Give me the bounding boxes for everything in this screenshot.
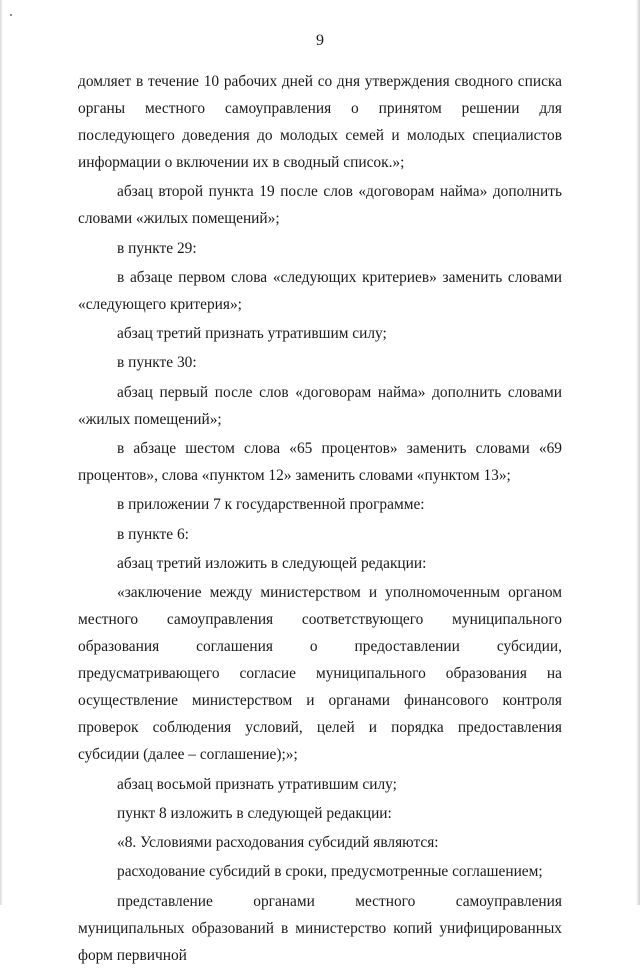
paragraph: представление органами местного самоуправления муниципальных образований в министерство копий унифицированных форм первичной [78, 892, 562, 964]
paragraph: абзац первый после слов «договорам найма» дополнить словами «жилых помещений»; [78, 383, 562, 428]
scan-edge-right [636, 0, 640, 905]
paragraph: абзац третий изложить в следующей редакции: [117, 554, 427, 572]
paragraph: в абзаце первом слова «следующих критериев» заменить словами «следующего критерия»; [78, 268, 562, 313]
paragraph: «8. Условиями расходования субсидий являются: [117, 834, 439, 852]
document-body [78, 68, 562, 971]
paragraph: расходование субсидий в сроки, предусмотренные соглашением; [117, 863, 543, 881]
paragraph: «заключение между министерством и уполномоченным органом местного самоуправления соответствующего муниципального образования соглашения о предоставлении субсидии, предусматривающего согласие муниципального образования на осуществление министерством и органами финансового контроля проверок соблюдения условий, целей и порядка предоставления субсидии (далее – соглашение);»; [78, 584, 562, 764]
paragraph: пункт 8 изложить в следующей редакции: [117, 804, 392, 822]
paragraph: в абзаце шестом слова «65 процентов» заменить словами «69 процентов», слова «пунктом 12» заменить словами «пунктом 13»; [78, 440, 562, 485]
paragraph: в пункте 6: [117, 525, 189, 543]
paragraph: в приложении 7 к государственной программе: [117, 496, 425, 514]
scan-speck [10, 14, 12, 16]
paragraph: абзац третий признать утратившим силу; [117, 325, 387, 343]
paragraph: абзац второй пункта 19 после слов «договорам найма» дополнить словами «жилых помещений»; [78, 183, 562, 228]
page-number: 9 [316, 32, 324, 49]
scan-edge-left [0, 0, 3, 905]
paragraph: домляет в течение 10 рабочих дней со дня утверждения сводного списка органы местного самоуправления о принятом решении для последующего доведения до молодых семей и молодых специалистов информации о включении их в сводный список.»; [78, 73, 562, 171]
paragraph: в пункте 29: [117, 239, 197, 257]
paragraph: в пункте 30: [117, 354, 197, 372]
paragraph: абзац восьмой признать утратившим силу; [117, 775, 397, 793]
